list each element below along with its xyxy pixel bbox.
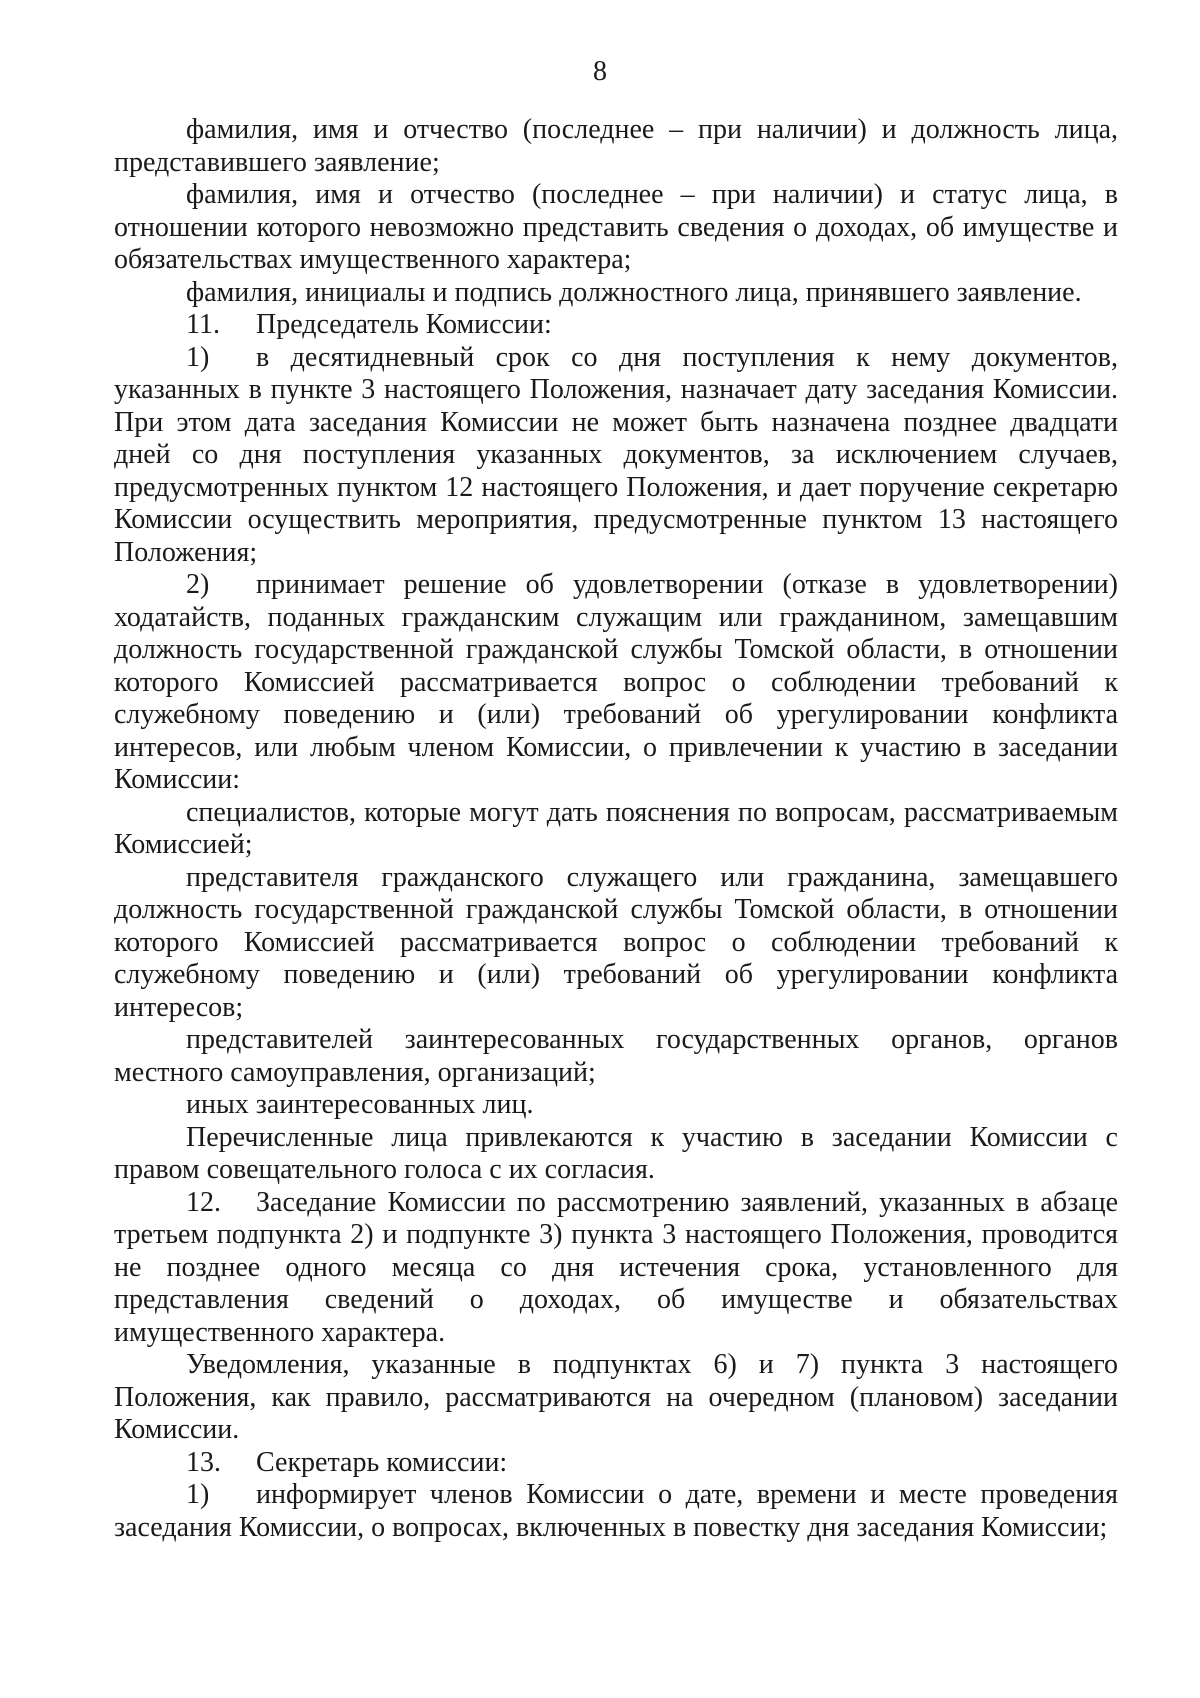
- subclause-number: 1): [186, 1479, 210, 1510]
- subclause-11-1: [114, 342, 1118, 570]
- clause-text: Заседание Комиссии по рассмотрению заявлений, указанных в абзаце третьем подпункта 2) и подпункте 3) пункта 3 настоящего Положения, проводится не позднее одного месяца со дня истечения срока, установленного для представления сведений о доходах, об имуществе и обязательствах имущественного характера.: [114, 1186, 1118, 1348]
- subclause-13-1: [114, 1479, 1118, 1544]
- subclause-number: 1): [186, 341, 210, 373]
- paragraph-agency-representatives: представителей заинтересованных государственных органов, органов местного самоуправления, организаций;: [114, 1024, 1118, 1088]
- subclause-text: информирует членов Комиссии о дате, времени и месте проведения заседания Комиссии, о вопросах, включенных в повестку дня заседания Комиссии;: [114, 1479, 1118, 1543]
- paragraph-advisory-vote: Перечисленные лица привлекаются к участию в заседании Комиссии с правом совещательного голоса с их согласия.: [114, 1121, 1118, 1185]
- clause-number: 13.: [186, 1446, 221, 1478]
- clause-text: Председатель Комиссии:: [256, 309, 552, 340]
- subclause-number: 2): [186, 569, 210, 600]
- subclause-text: в десятидневный срок со дня поступления к нему документов, указанных в пункте 3 настоящего Положения, назначает дату заседания Комиссии. При этом дата заседания Комиссии не может быть назначена позднее двадцати дней со дня поступления указанных документов, за исключением случаев, предусмотренных пунктом 12 настоящего Положения, и дает поручение секретарю Комиссии осуществить мероприятия, предусмотренные пунктом 13 настоящего Положения;: [114, 341, 1118, 568]
- paragraph-person-status: фамилия, имя и отчество (последнее – при наличии) и статус лица, в отношении которого невозможно представить сведения о доходах, об имуществе и обязательствах имущественного характера;: [114, 179, 1118, 275]
- subclause-text: принимает решение об удовлетворении (отказе в удовлетворении) ходатайств, поданных гражданским служащим или гражданином, замещавшим должность государственной гражданской службы Томской области, в отношении которого Комиссией рассматривается вопрос о соблюдении требований к служебному поведению и (или) требований об урегулировании конфликта интересов, или любым членом Комиссии, о привлечении к участию в заседании Комиссии:: [114, 569, 1118, 795]
- paragraph-other-persons: иных заинтересованных лиц.: [186, 1089, 534, 1120]
- clause-13: [114, 1447, 1118, 1480]
- subclause-11-2: [114, 569, 1118, 797]
- paragraph-representative: представителя гражданского служащего или гражданина, замещавшего должность государственной гражданской службы Томской области, в отношении которого Комиссией рассматривается вопрос о соблюдении требований к служебному поведению и (или) требований об урегулировании конфликта интересов;: [114, 861, 1118, 1023]
- document-body: [114, 114, 1118, 1544]
- paragraph-specialists: специалистов, которые могут дать пояснения по вопросам, рассматриваемым Комиссией;: [114, 796, 1118, 860]
- clause-number: 11.: [186, 309, 220, 340]
- clause-text: Секретарь комиссии:: [256, 1446, 508, 1478]
- clause-11: [114, 309, 1118, 342]
- paragraph-applicant-name: фамилия, имя и отчество (последнее – при наличии) и должность лица, представившего заявление;: [114, 114, 1118, 178]
- clause-12: [114, 1187, 1118, 1350]
- paragraph-notifications: Уведомления, указанные в подпунктах 6) и 7) пункта 3 настоящего Положения, как правило, рассматриваются на очередном (плановом) заседании Комиссии.: [114, 1349, 1118, 1445]
- page-number: 8: [593, 56, 607, 87]
- clause-number: 12.: [186, 1186, 221, 1218]
- paragraph-official-signature: фамилия, инициалы и подпись должностного лица, принявшего заявление.: [186, 276, 1082, 308]
